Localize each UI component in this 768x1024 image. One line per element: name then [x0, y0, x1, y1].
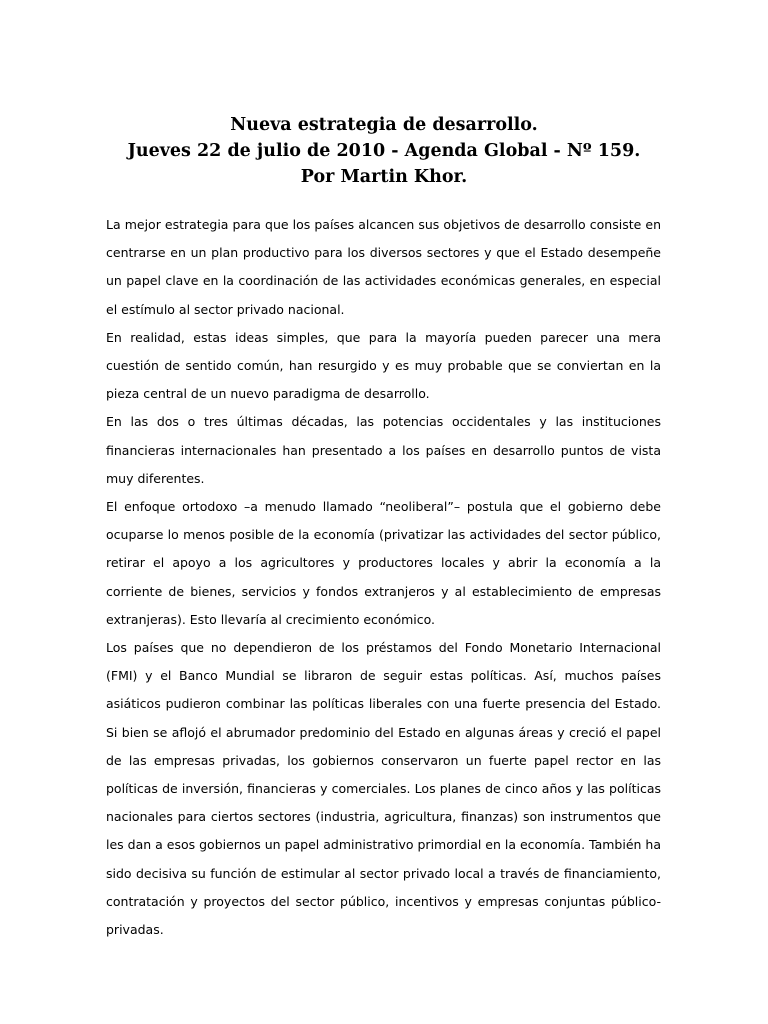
paragraph-3: En las dos o tres últimas décadas, las potencias occidentales y las instituciones financieras internacionales han presentado a los países en desarrollo puntos de vista muy diferentes. [106, 414, 661, 486]
title-date-source: Jueves 22 de julio de 2010 - Agenda Global - Nº 159. [127, 141, 641, 161]
document-body [106, 211, 661, 944]
paragraph-1: La mejor estrategia para que los países alcancen sus objetivos de desarrollo consiste en centrarse en un plan productivo para los diversos sectores y que el Estado desempeñe un papel clave en la coordinación de las actividades económicas generales, en especial el estímulo al sector privado nacional. [106, 217, 661, 317]
paragraph-5: Los países que no dependieron de los préstamos del Fondo Monetario Internacional (FMI) y el Banco Mundial se libraron de seguir estas políticas. Así, muchos países asiáticos pudieron combinar las políticas liberales con una fuerte presencia del Estado. Si bien se aflojó el abrumador predominio del Estado en algunas áreas y creció el papel de las empresas privadas, los gobiernos conservaron un fuerte papel rector en las políticas de inversión, financieras y comerciales. Los planes de cinco años y las políticas nacionales para ciertos sectores (industria, agricultura, finanzas) son instrumentos que les dan a esos gobiernos un papel administrativo primordial en la economía. También ha sido decisiva su función de estimular al sector privado local a través de financiamiento, contratación y proyectos del sector público, incentivos y empresas conjuntas público-privadas. [106, 640, 662, 938]
document-title [0, 112, 768, 190]
title-heading: Nueva estrategia de desarrollo. [230, 115, 538, 135]
paragraph-4: El enfoque ortodoxo –a menudo llamado “neoliberal”– postula que el gobierno debe ocuparse lo menos posible de la economía (privatizar las actividades del sector público, retirar el apoyo a los agricultores y productores locales y abrir la economía a la corriente de bienes, servicios y fondos extranjeros y al establecimiento de empresas extranjeras). Esto llevaría al crecimiento económico. [106, 499, 661, 627]
paragraph-2: En realidad, estas ideas simples, que para la mayoría pueden parecer una mera cuestión de sentido común, han resurgido y es muy probable que se conviertan en la pieza central de un nuevo paradigma de desarrollo. [106, 329, 661, 402]
title-author: Por Martin Khor. [300, 167, 468, 187]
